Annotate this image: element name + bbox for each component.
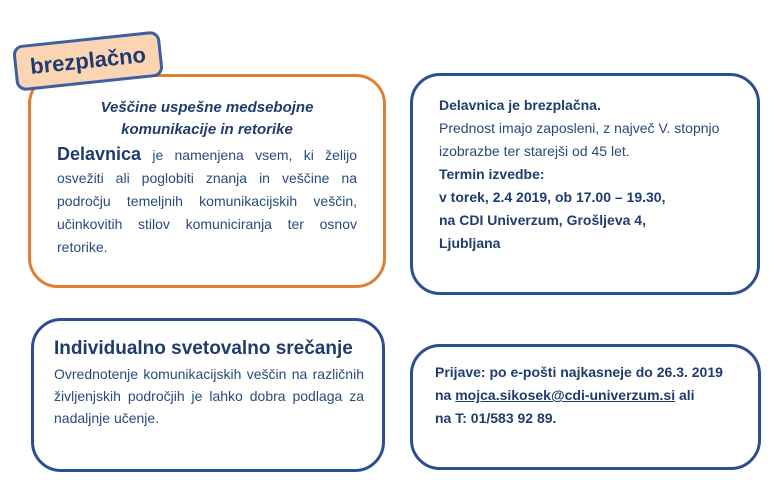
individual-title: Individualno svetovalno srečanje xyxy=(54,338,353,359)
workshop-title-line2: komunikacije in retorike xyxy=(121,121,293,138)
term-heading: Termin izvedbe: xyxy=(439,166,545,182)
registration-line1: Prijave: po e-pošti najkasneje do 26.3. 2019 xyxy=(435,364,723,380)
workshop-lead: Delavnica xyxy=(57,144,142,164)
registration-phone: na T: 01/583 92 89. xyxy=(435,410,557,426)
free-heading: Delavnica je brezplačna. xyxy=(439,97,601,113)
workshop-title xyxy=(57,97,357,141)
workshop-title-line1: Veščine uspešne medsebojne xyxy=(100,99,314,116)
registration-box xyxy=(410,344,761,470)
registration-ali: ali xyxy=(675,387,695,403)
free-badge-label: brezplačno xyxy=(28,42,147,80)
individual-box xyxy=(31,318,385,472)
email-link[interactable]: mojca.sikosek@cdi-univerzum.si xyxy=(455,387,676,403)
term-line2: na CDI Univerzum, Grošljeva 4, xyxy=(439,212,646,228)
term-line3: Ljubljana xyxy=(439,235,501,251)
individual-description: Ovrednotenje komunikacijskih veščin na različnih življenjskih področjih je lahko dobra podlaga za nadaljnje učenje. xyxy=(54,366,364,426)
registration-email-line xyxy=(435,384,738,407)
priority-text: Prednost imajo zaposleni, z največ V. stopnjo izobrazbe ter starejši od 45 let. xyxy=(439,120,720,159)
workshop-description xyxy=(57,143,357,259)
workshop-box xyxy=(28,74,386,288)
term-line1: v torek, 2.4 2019, ob 17.00 – 19.30, xyxy=(439,189,666,205)
info-box xyxy=(410,73,760,295)
workshop-description-text: je namenjena vsem, ki želijo osvežiti ali poglobiti znanja in veščine na področju temeljnih komunikacijskih veščin, učinkovitih stilov komuniciranja ter osnov retorike. xyxy=(57,147,357,255)
registration-prefix: na xyxy=(435,387,456,403)
